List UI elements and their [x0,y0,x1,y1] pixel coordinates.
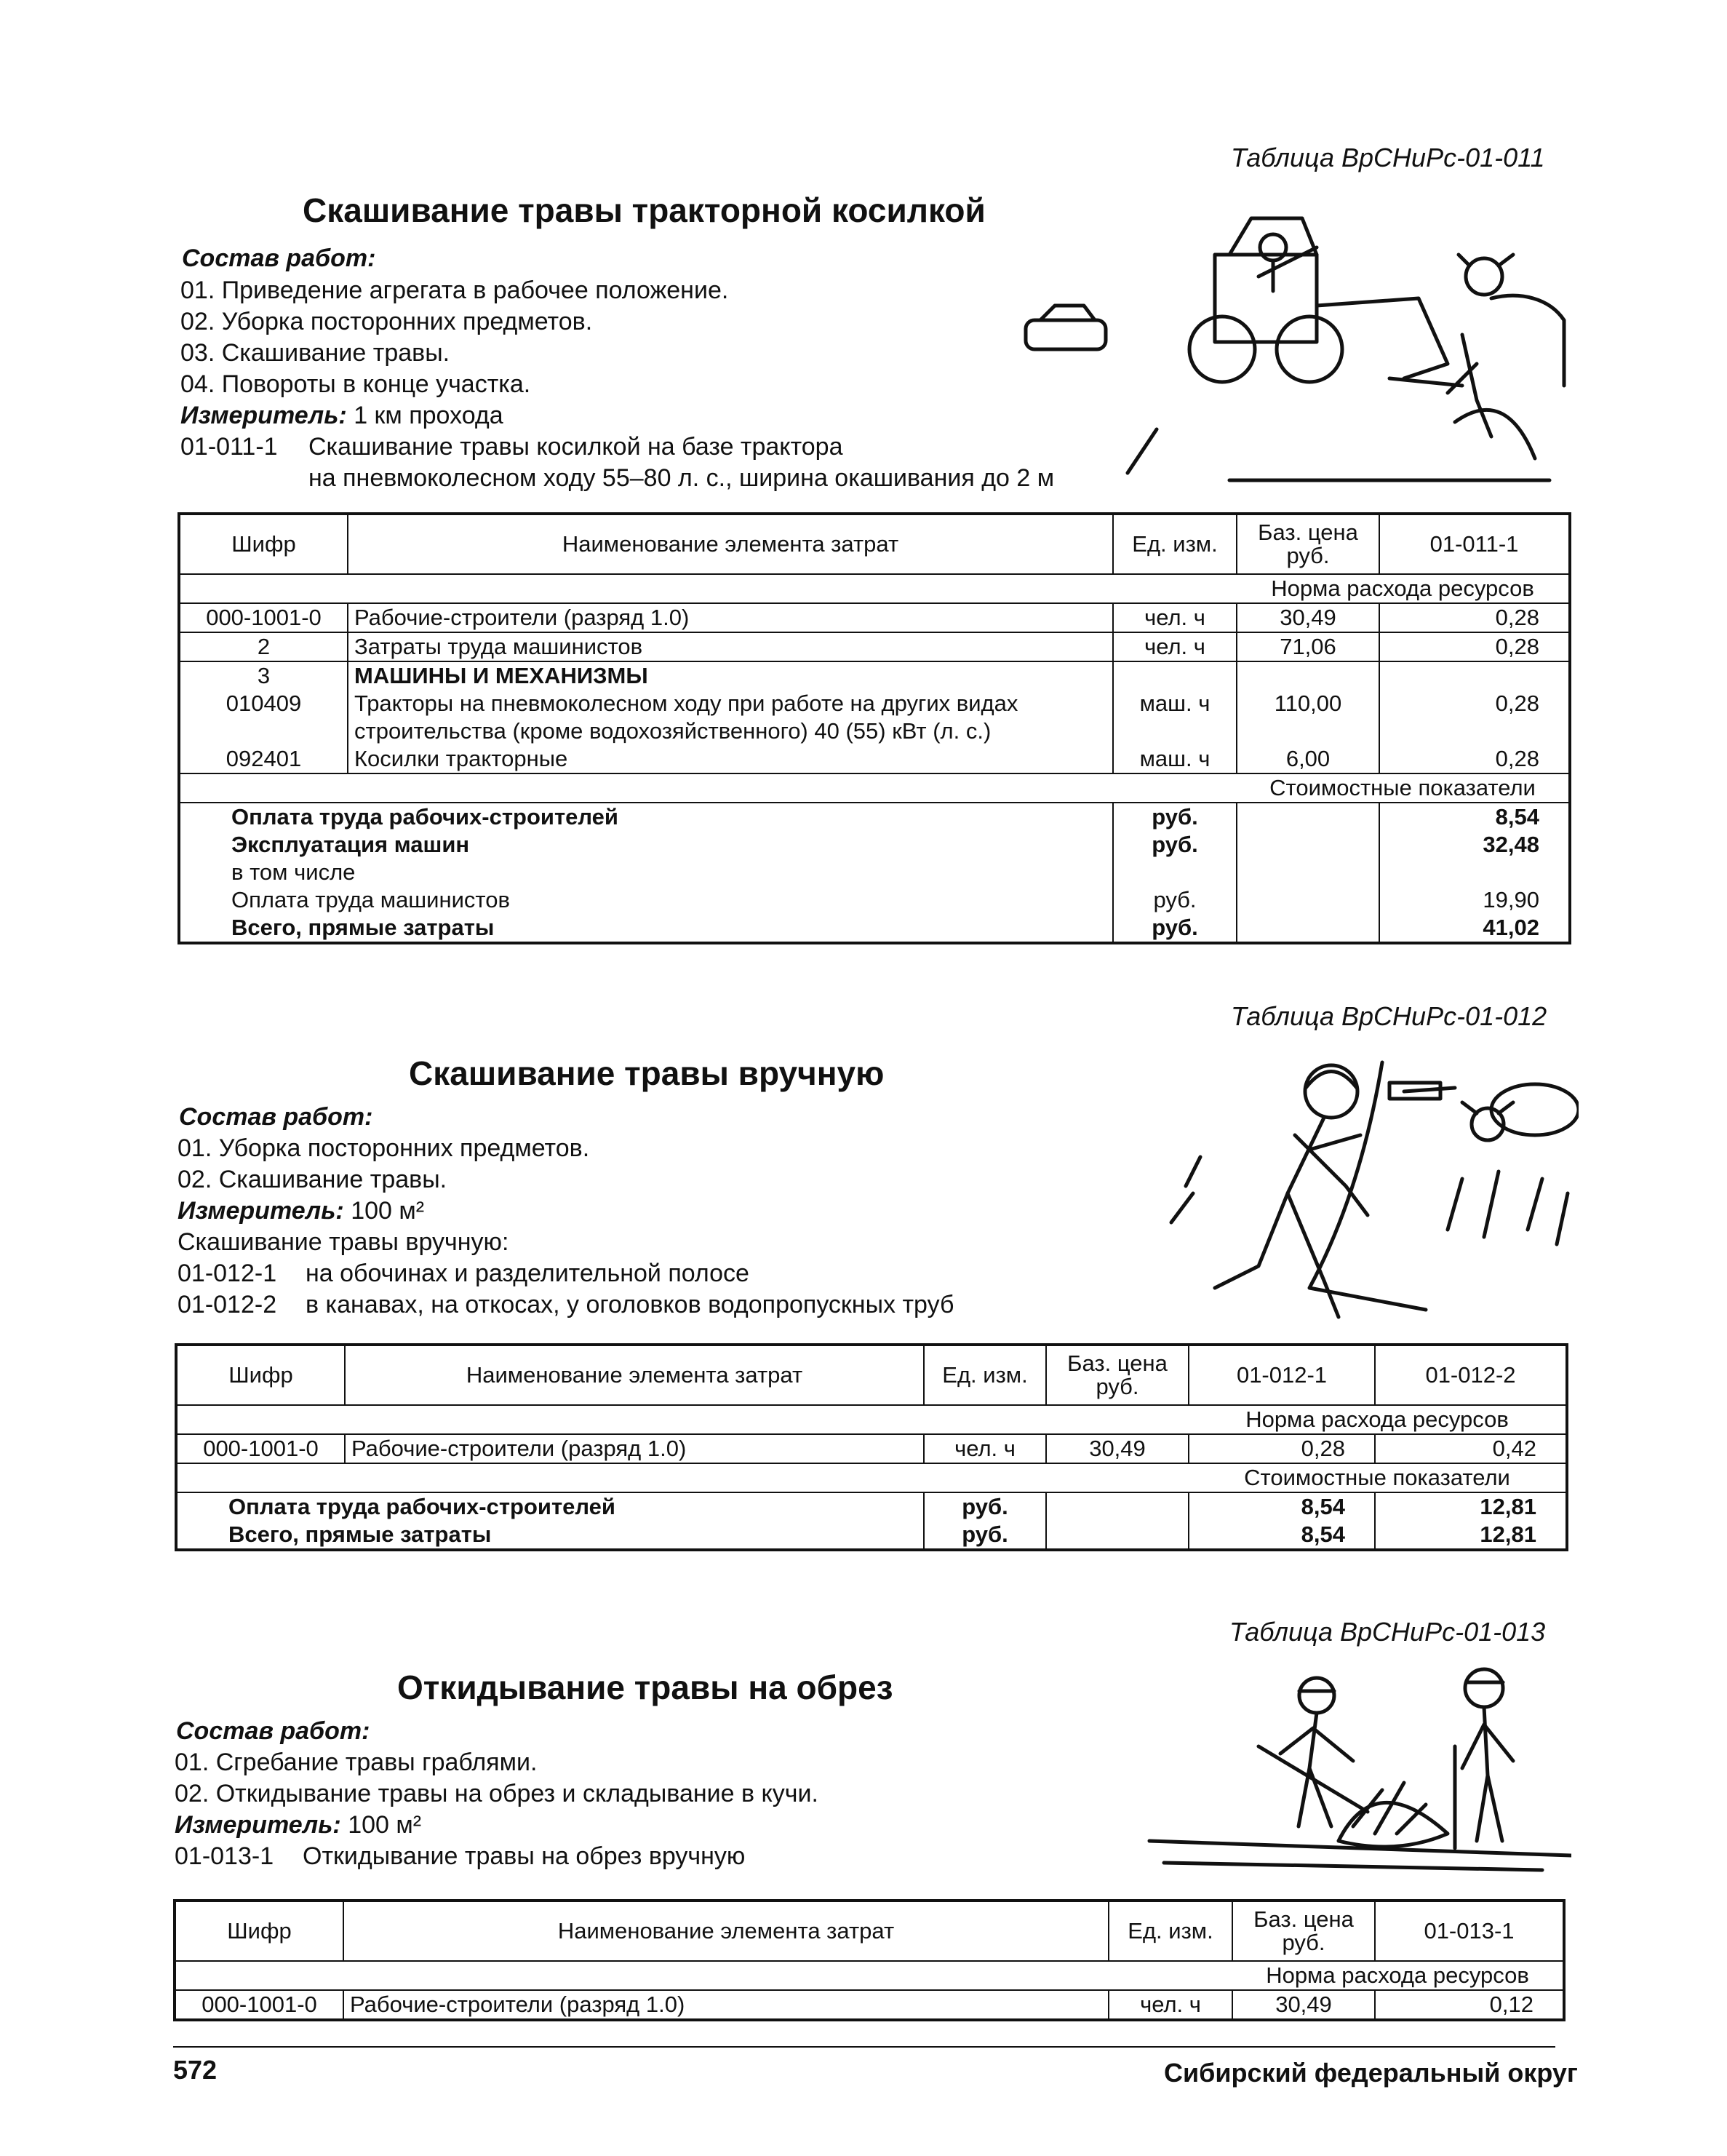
table-row: 092401 Косилки тракторные маш. ч 6,00 0,28 [179,745,1570,773]
work-step: 02. Скашивание травы. [178,1166,447,1193]
meter-value: 100 м² [351,1197,425,1225]
meter-line [175,1810,421,1841]
work-step: 01. Приведение агрегата в рабочее положение. [180,277,729,304]
section-title: Скашивание травы тракторной косилкой [303,191,986,229]
table-row: 010409 Тракторы на пневмоколесном ходу при работе на других видах маш. ч 110,00 0,28 [179,690,1570,717]
tractor-mower-illustration [1011,196,1579,488]
work-step: 03. Скашивание травы. [180,339,450,367]
table-label: Таблица ВрСНиРс-01-012 [1231,1001,1547,1031]
column-header: Баз. цена руб. [1237,514,1379,574]
table-row: 000-1001-0 Рабочие-строители (разряд 1.0) чел. ч 30,49 0,28 0,42 [176,1434,1567,1463]
footer-divider [173,2046,1555,2048]
cost-row: в том числе [179,859,1570,886]
region-name: Сибирский федеральный округ [1164,2058,1578,2088]
column-header: Наименование элемента затрат [345,1345,924,1405]
column-header: Наименование элемента затрат [343,1901,1109,1961]
column-header: 01-012-1 [1189,1345,1375,1405]
meter-value: 100 м² [348,1811,422,1839]
column-header: Шифр [179,514,348,574]
item-code: 01-012-2 [178,1291,277,1318]
table-row: 000-1001-0 Рабочие-строители (разряд 1.0) чел. ч 30,49 0,28 [179,603,1570,632]
column-header: 01-013-1 [1375,1901,1564,1961]
column-header: Наименование элемента затрат [348,514,1113,574]
cost-row: Эксплуатация машин руб. 32,48 [179,831,1570,859]
table-label: Таблица ВрСНиРс-01-013 [1229,1617,1546,1647]
column-header: Баз. цена руб. [1046,1345,1189,1405]
cost-row: Оплата труда машинистов руб. 19,90 [179,886,1570,914]
item-text: на пневмоколесном ходу 55–80 л. с., ширина окашивания до 2 м [308,464,1055,492]
item-text: на обочинах и разделительной полосе [306,1260,749,1287]
table-row: 000-1001-0 Рабочие-строители (разряд 1.0) чел. ч 30,49 0,12 [175,1990,1564,2020]
norm-label: Норма расхода ресурсов [1245,1407,1509,1432]
item-line [178,1258,749,1289]
column-header: 01-012-2 [1375,1345,1567,1405]
cost-row: Оплата труда рабочих-строителей руб. 8,54 12,81 [176,1492,1567,1521]
column-header: Баз. цена руб. [1232,1901,1375,1961]
section-title: Откидывание травы на обрез [397,1668,893,1706]
cost-label: Стоимостные показатели [1244,1465,1510,1490]
resource-table [173,1899,1566,2021]
table-label: Таблица ВрСНиРс-01-011 [1231,143,1545,172]
composition-label: Состав работ: [176,1717,370,1745]
scythe-mower-illustration [1120,1048,1579,1339]
meter-label: Измеритель: [180,402,347,429]
column-header: 01-011-1 [1379,514,1570,574]
meter-label: Измеритель: [175,1811,341,1839]
column-header: Ед. изм. [1109,1901,1232,1961]
column-header: Ед. изм. [924,1345,1046,1405]
section-title: Скашивание травы вручную [409,1054,885,1092]
column-header: Шифр [176,1345,345,1405]
item-text: в канавах, на откосах, у оголовков водопропускных труб [306,1291,954,1318]
work-step: 04. Повороты в конце участка. [180,370,531,398]
raking-workers-illustration [1135,1659,1571,1877]
meter-line [178,1196,424,1227]
composition-label: Состав работ: [182,244,376,272]
item-line [178,1289,954,1321]
resource-table [175,1343,1568,1551]
cost-label: Стоимостные показатели [1269,775,1536,800]
item-line [180,431,843,463]
table-row: строительства (кроме водохозяйственного) 40 (55) кВт (л. с.) [179,717,1570,745]
meter-line [180,400,503,431]
table-row: 3 МАШИНЫ И МЕХАНИЗМЫ [179,661,1570,690]
table-row: 2 Затраты труда машинистов чел. ч 71,06 0,28 [179,632,1570,661]
work-step: 02. Уборка посторонних предметов. [180,308,593,335]
resource-table [178,512,1571,944]
composition-label: Состав работ: [179,1103,373,1131]
column-header: Шифр [175,1901,343,1961]
item-code: 01-013-1 [175,1842,274,1870]
cost-row: Всего, прямые затраты руб. 8,54 12,81 [176,1521,1567,1550]
cost-row: Всего, прямые затраты руб. 41,02 [179,914,1570,943]
work-step: 02. Откидывание травы на обрез и складывание в кучи. [175,1780,818,1807]
item-text: Откидывание травы на обрез вручную [303,1842,746,1870]
work-step: 01. Сгребание травы граблями. [175,1749,538,1776]
item-text: Скашивание травы косилкой на базе трактора [308,433,843,461]
norm-label: Норма расхода ресурсов [1271,576,1534,601]
page-number: 572 [173,2055,218,2085]
item-code: 01-011-1 [180,433,278,461]
intro-line: Скашивание травы вручную: [178,1228,509,1256]
item-code: 01-012-1 [178,1260,277,1287]
norm-label: Норма расхода ресурсов [1266,1962,1529,1988]
meter-label: Измеритель: [178,1197,344,1225]
meter-value: 1 км прохода [354,402,503,429]
item-line [175,1841,745,1872]
column-header: Ед. изм. [1113,514,1237,574]
cost-row: Оплата труда рабочих-строителей руб. 8,54 [179,803,1570,831]
work-step: 01. Уборка посторонних предметов. [178,1134,590,1162]
